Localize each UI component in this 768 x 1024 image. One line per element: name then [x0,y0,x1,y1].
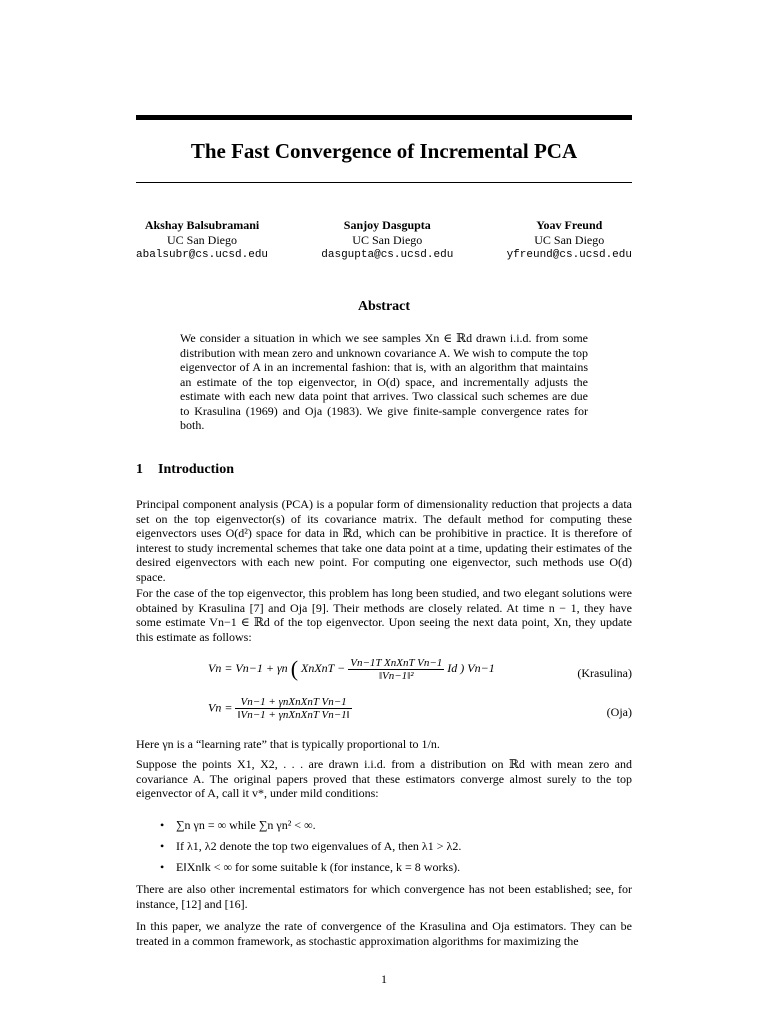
section-title: Introduction [158,462,234,477]
paragraph-6: In this paper, we analyze the rate of convergence of the Krasulina and Oja estimators. They can be treated in a common framework, as stochastic approximation algorithms for maximizing the [136,919,632,948]
author-affiliation: UC San Diego [352,233,423,247]
abstract-heading: Abstract [357,299,411,314]
paragraph-1: Principal component analysis (PCA) is a popular form of dimensionality reduction that projects a data set on the top eigenvector(s) of its covariance matrix. The default method for computing these eigenvectors uses O(d²) space for data in ℝd, which can be prohibitive in practice. It is therefore of interest to study incremental schemes that take one data point at a time, updating their estimates of the desired eigenvectors with each new point. For computing one eigenvector, such methods use O(d) space. [136,497,632,584]
list-item-text: If λ1, λ2 denote the top two eigenvalues of A, then λ1 > λ2. [176,839,462,853]
krasulina-fraction [348,657,444,682]
author-affiliation: UC San Diego [534,233,605,247]
conditions-list [160,815,620,878]
list-item-text: ∑n γn = ∞ while ∑n γn² < ∞. [176,818,316,832]
equation-krasulina-body [208,656,495,682]
paragraph-4: Suppose the points X1, X2, . . . are drawn i.i.d. from a distribution on ℝd with mean zero and covariance A. The original papers proved that these estimators converge almost surely to the top eigenvector of A, call it v*, under mild conditions: [136,757,632,800]
author-email: dasgupta@cs.ucsd.edu [321,249,454,261]
krasulina-label: (Krasulina) [577,666,632,680]
open-paren: ( [290,656,299,681]
oja-label: (Oja) [606,705,632,719]
paragraph-2: For the case of the top eigenvector, this problem has long been studied, and two elegant solutions were obtained by Krasulina [7] and Oja [9]. Their methods are closely related. At time n − 1, they have some estimate Vn−1 ∈ ℝd of the top eigenvector. Upon seeing the next data point, Xn, they update this estimate as follows: [136,586,632,644]
author-name: Sanjoy Dasgupta [343,218,431,232]
section-number: 1 [136,462,143,477]
list-item: • If λ1, λ2 denote the top two eigenvalues of A, then λ1 > λ2. [160,836,620,857]
list-item-text: E‖Xn‖k < ∞ for some suitable k (for instance, k = 8 works). [176,860,461,874]
equation-oja [136,696,632,730]
paragraph-5: There are also other incremental estimators for which convergence has not been established; see, for instance, [12] and [16]. [136,882,632,911]
author-affiliation: UC San Diego [167,233,238,247]
krasulina-inner: XnXnT − [301,660,346,675]
title-bottom-rule [136,182,632,183]
author-block [136,218,632,263]
list-item: • E‖Xn‖k < ∞ for some suitable k (for instance, k = 8 works). [160,857,620,878]
author-1 [136,218,268,263]
author-email: yfreund@cs.ucsd.edu [506,249,632,261]
author-3 [507,218,632,263]
list-item: • ∑n γn = ∞ while ∑n γn² < ∞. [160,815,620,836]
oja-lhs: Vn = [208,700,233,715]
section-heading [136,462,234,478]
author-name: Yoav Freund [536,218,603,232]
equation-oja-body [208,696,352,721]
title-top-rule [136,115,632,120]
author-name: Akshay Balsubramani [144,218,260,232]
krasulina-numerator: Vn−1T XnXnT Vn−1 [350,656,443,669]
paragraph-3: Here γn is a “learning rate” that is typically proportional to 1/n. [136,737,440,751]
oja-numerator: Vn−1 + γnXnXnT Vn−1 [235,696,351,709]
oja-denominator: ‖Vn−1 + γnXnXnT Vn−1‖ [237,709,350,721]
abstract-text: We consider a situation in which we see samples Xn ∈ ℝd drawn i.i.d. from some distribution with mean zero and unknown covariance A. We wish to compute the top eigenvector of A in an incremental fashion: that is, with an algorithm that maintains an estimate of the top eigenvector, in O(d) space, and incrementally adjusts the estimate with each new data point that arrives. Two classical such schemes are due to Krasulina (1969) and Oja (1983). We give finite-sample convergence rates for both. [180,331,588,432]
krasulina-tail: Id ) Vn−1 [447,660,495,675]
krasulina-denominator: ‖Vn−1‖² [378,669,414,682]
krasulina-lhs: Vn = Vn−1 + γn [208,660,288,675]
oja-fraction [235,696,351,721]
author-2 [321,218,453,263]
equation-krasulina [136,656,632,692]
author-email: abalsubr@cs.ucsd.edu [136,249,269,261]
paper-title: The Fast Convergence of Incremental PCA [190,139,578,163]
page-number: 1 [381,972,387,986]
